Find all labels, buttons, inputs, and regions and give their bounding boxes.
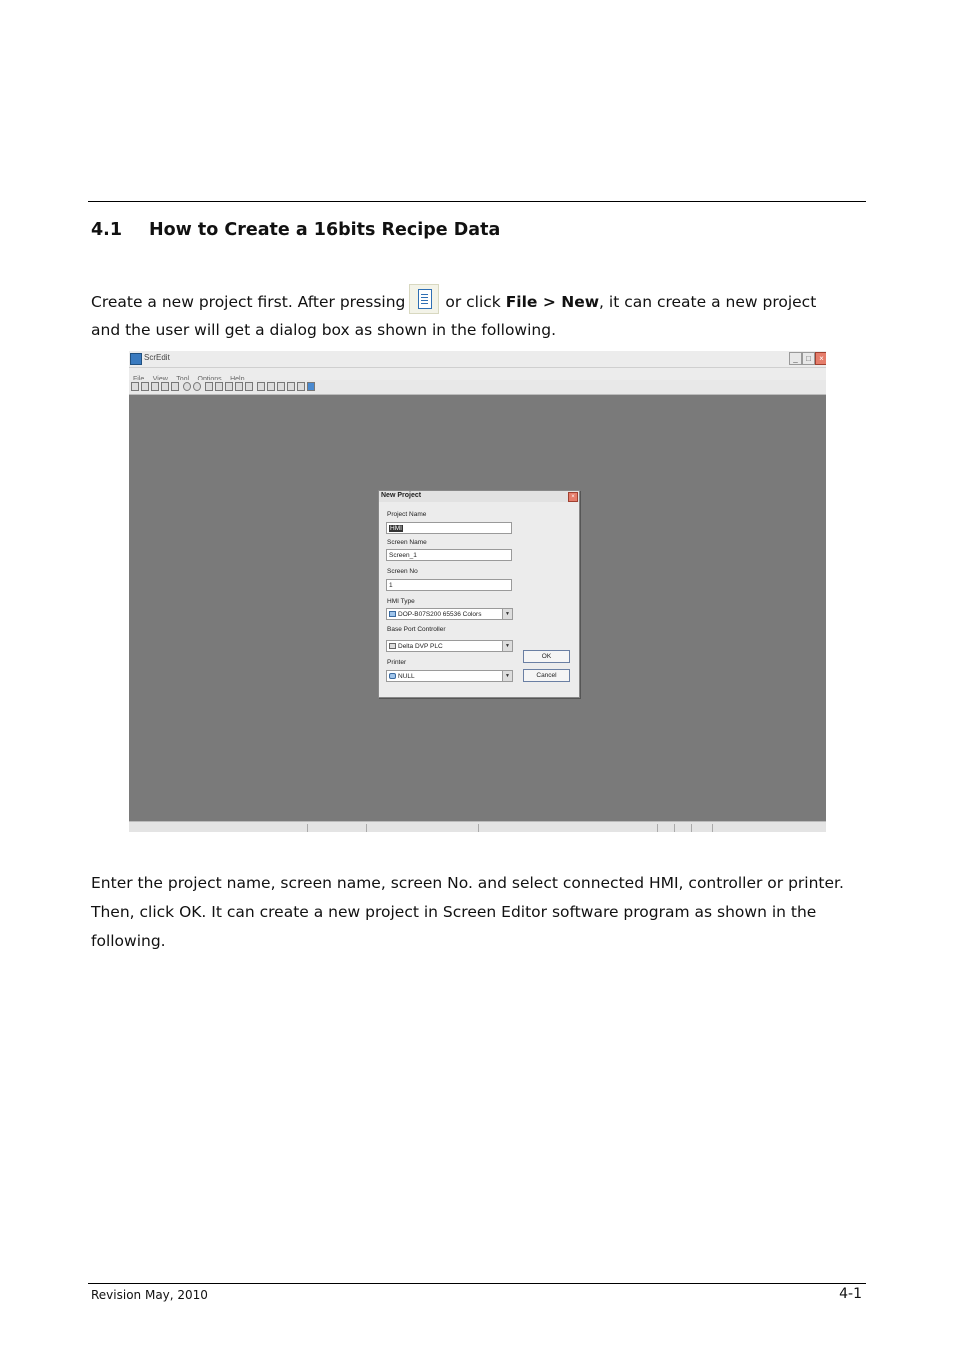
- cancel-button[interactable]: Cancel: [523, 669, 570, 682]
- base-port-controller-label: Base Port Controller: [387, 626, 446, 633]
- menu-path: File > New: [505, 293, 600, 311]
- new-project-dialog: [378, 490, 580, 698]
- section-heading: [91, 220, 500, 240]
- exit-icon[interactable]: [171, 382, 179, 391]
- dialog-title: New Project: [381, 492, 422, 499]
- plc-icon: [389, 643, 396, 649]
- printer-icon: [389, 673, 396, 679]
- open-icon[interactable]: [141, 382, 149, 391]
- header-rule: [88, 201, 866, 202]
- toolbar: [129, 380, 826, 395]
- hmi-type-label: HMI Type: [387, 598, 415, 605]
- intro-text-mid: or click: [445, 293, 501, 311]
- dialog-close-icon[interactable]: ×: [568, 492, 578, 502]
- intro-text-end: , it can create a new project: [599, 293, 817, 311]
- menu-bar: [129, 368, 826, 380]
- body-paragraph: Enter the project name, screen name, screen No. and select connected HMI, controller or printer. Then, click OK. It can create a new project in Screen Editor software program as shown in the following.: [91, 874, 844, 950]
- online-icon[interactable]: [297, 382, 305, 391]
- intro-text-start: Create a new project first. After pressing: [91, 293, 406, 311]
- upload-icon[interactable]: [277, 382, 285, 391]
- footer-revision: Revision May, 2010: [91, 1288, 208, 1302]
- page-number: 4-1: [839, 1286, 862, 1302]
- print-icon[interactable]: [287, 382, 295, 391]
- dialog-titlebar: [379, 491, 579, 502]
- find-icon[interactable]: [235, 382, 243, 391]
- screen-no-input[interactable]: 1: [386, 579, 512, 591]
- zoom-icon[interactable]: [245, 382, 253, 391]
- printer-label: Printer: [387, 659, 407, 666]
- screen-name-label: Screen Name: [387, 539, 427, 546]
- intro-line-1: [91, 284, 816, 314]
- minimize-button[interactable]: _: [789, 352, 802, 365]
- save-icon[interactable]: [151, 382, 159, 391]
- redo-icon[interactable]: [193, 382, 201, 391]
- undo-icon[interactable]: [183, 382, 191, 391]
- project-name-input[interactable]: HMI: [386, 522, 512, 534]
- controller-select[interactable]: Delta DVP PLC ▼: [386, 640, 513, 652]
- section-number: 4.1: [91, 220, 123, 240]
- new-file-icon: [409, 284, 439, 314]
- close-file-icon[interactable]: [161, 382, 169, 391]
- download-icon[interactable]: [267, 382, 275, 391]
- cut-icon[interactable]: [205, 382, 213, 391]
- app-icon: [130, 353, 142, 365]
- footer-rule: [88, 1283, 866, 1284]
- screen-name-input[interactable]: Screen_1: [386, 549, 512, 561]
- window-titlebar: [129, 351, 826, 368]
- monitor-icon: [389, 611, 396, 617]
- paste-icon[interactable]: [225, 382, 233, 391]
- chevron-down-icon: ▼: [502, 641, 512, 651]
- project-name-label: Project Name: [387, 511, 427, 518]
- hmi-type-select[interactable]: DOP-B07S200 65536 Colors ▼: [386, 608, 513, 620]
- new-icon[interactable]: [131, 382, 139, 391]
- ok-button[interactable]: OK: [523, 650, 570, 663]
- chevron-down-icon: ▼: [502, 671, 512, 681]
- copy-icon[interactable]: [215, 382, 223, 391]
- simulate-icon[interactable]: [307, 382, 315, 391]
- printer-select[interactable]: NULL ▼: [386, 670, 513, 682]
- close-button[interactable]: ×: [815, 352, 826, 365]
- section-title: How to Create a 16bits Recipe Data: [149, 220, 501, 240]
- status-bar: [129, 821, 826, 832]
- screenshot-window: [129, 351, 826, 832]
- intro-line-2: and the user will get a dialog box as shown in the following.: [91, 321, 556, 339]
- maximize-button[interactable]: □: [802, 352, 815, 365]
- screen-no-label: Screen No: [387, 568, 418, 575]
- chevron-down-icon: ▼: [502, 609, 512, 619]
- compile-icon[interactable]: [257, 382, 265, 391]
- app-title: ScrEdit: [144, 353, 170, 362]
